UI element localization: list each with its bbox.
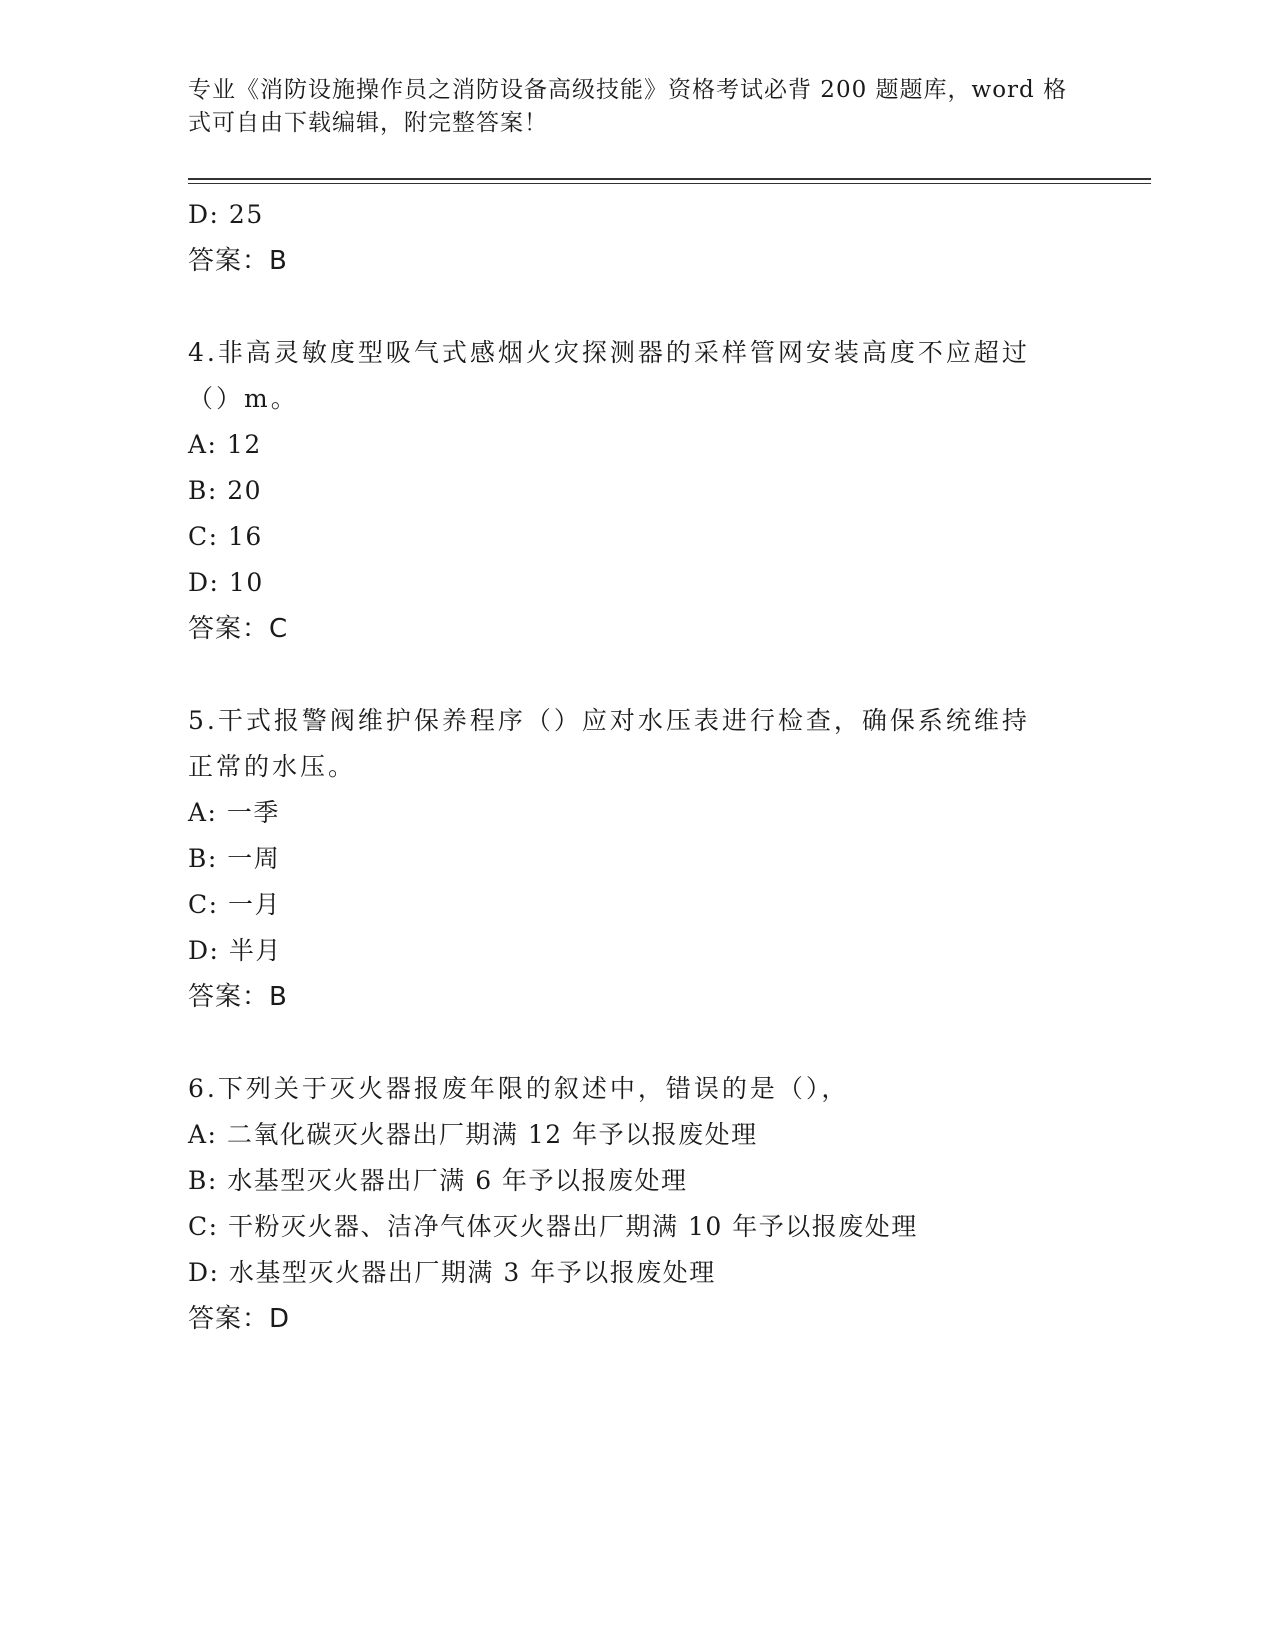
question-list <box>188 192 1068 1342</box>
header-line-1: 专业《消防设施操作员之消防设备高级技能》资格考试必背 200 题题库，word 格 <box>188 77 1068 103</box>
option-a: A: 一季 <box>188 798 280 827</box>
question-text: 5.干式报警阀维护保养程序（）应对水压表进行检查，确保系统维持 <box>188 706 1030 735</box>
option-c: C: 16 <box>188 522 263 551</box>
previous-question-tail <box>188 192 1068 284</box>
question-text: 4.非高灵敏度型吸气式感烟火灾探测器的采样管网安装高度不应超过 <box>188 338 1030 367</box>
option-b: B: 水基型灭火器出厂满 6 年予以报废处理 <box>188 1166 688 1195</box>
option-b: B: 一周 <box>188 844 281 873</box>
question-5 <box>188 698 1068 1020</box>
header-divider <box>188 178 1151 184</box>
option-d: D: 10 <box>188 568 264 597</box>
option-d: D: 水基型灭火器出厂期满 3 年予以报废处理 <box>188 1258 716 1287</box>
option-c: C: 一月 <box>188 890 281 919</box>
spacer <box>188 284 1068 330</box>
spacer <box>188 1020 1068 1066</box>
header-line-2: 式可自由下载编辑，附完整答案！ <box>188 110 548 136</box>
question-4 <box>188 330 1068 652</box>
question-text: 6.下列关于灭火器报废年限的叙述中，错误的是（）， <box>188 1074 850 1103</box>
question-text-continued: （）m。 <box>188 384 299 413</box>
option-c: C: 干粉灭火器、洁净气体灭火器出厂期满 10 年予以报废处理 <box>188 1212 918 1241</box>
answer-line: 答案：B <box>188 246 288 276</box>
page-header <box>188 74 1068 140</box>
spacer <box>188 652 1068 698</box>
answer-line: 答案：C <box>188 614 289 644</box>
option-b: B: 20 <box>188 476 263 505</box>
answer-line: 答案：B <box>188 982 288 1012</box>
option-d: D: 25 <box>188 200 264 229</box>
question-text-continued: 正常的水压。 <box>188 752 357 781</box>
option-a: A: 二氧化碳灭火器出厂期满 12 年予以报废处理 <box>188 1120 758 1149</box>
option-a: A: 12 <box>188 430 262 459</box>
question-6 <box>188 1066 1068 1342</box>
option-d: D: 半月 <box>188 936 282 965</box>
answer-line: 答案：D <box>188 1304 291 1334</box>
